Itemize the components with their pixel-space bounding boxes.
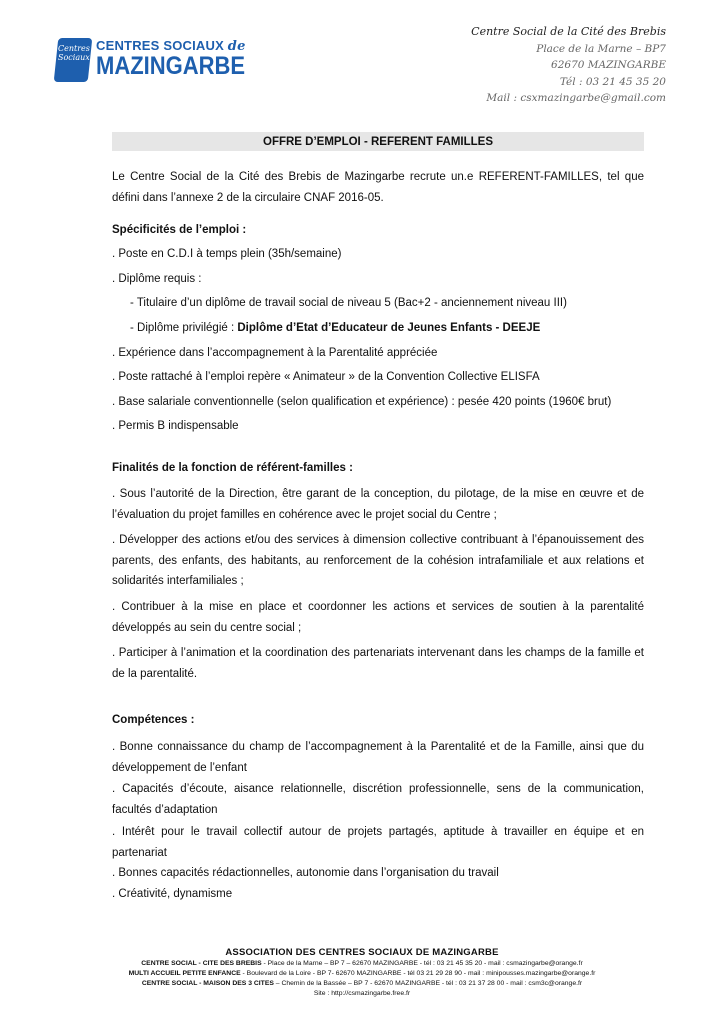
footer-line-cite-brebis: CENTRE SOCIAL - CITE DES BREBIS - Place de la Marne – BP 7 – 62670 MAZINGARBE - tél : 03 21 45 35 20 - mail : csmazingarbe@orange.fr: [141, 960, 583, 967]
footer-site: Site : http://csmazingarbe.free.fr: [313, 990, 411, 997]
competences-item: . Créativité, dynamisme: [112, 888, 233, 900]
logo-line1: CENTRES SOCIAUX de: [96, 38, 246, 54]
spec-experience: . Expérience dans l’accompagnement à la Parentalité appréciée: [112, 347, 438, 359]
logo-line2: MAZINGARBE: [96, 52, 246, 80]
specificites-heading: Spécificités de l’emploi :: [112, 224, 247, 236]
finalites-item: . Développer des actions et/ou des services à dimension collective contribuant à l’épanouissement des parents, des enfants, des habitants, au renforcement de la cohésion intrafamiliale et aux relations et solidarités interfamiliales ;: [112, 534, 644, 587]
spec-rattache: . Poste rattaché à l’emploi repère « Animateur » de la Convention Collective ELISFA: [112, 371, 540, 383]
finalites-item: . Sous l’autorité de la Direction, être garant de la conception, du pilotage, de la mise en œuvre et de l’évaluation du projet familles en cohérence avec le projet social du Centre ;: [112, 488, 644, 521]
finalites-item: . Contribuer à la mise en place et coordonner les actions et services de soutien à la parentalité développés au sein du centre social ;: [112, 601, 644, 634]
finalites-heading: Finalités de la fonction de référent-familles :: [112, 462, 353, 474]
spec-diplome-requis: . Diplôme requis :: [112, 273, 202, 285]
spec-permis: . Permis B indispensable: [112, 420, 239, 432]
footer-line-multi-accueil: MULTI ACCUEIL PETITE ENFANCE - Boulevard de la Loire - BP 7- 62670 MAZINGARBE - tél 03 21 29 28 90 - mail : minipousses.mazingarbe@orange.fr: [128, 970, 596, 977]
sender-address: [471, 24, 666, 107]
document-title: OFFRE D’EMPLOI - REFERENT FAMILLES: [263, 135, 493, 148]
footer-site-link[interactable]: http://csmazingarbe.free.fr: [331, 990, 411, 997]
address-email: Mail : csxmazingarbe@gmail.com: [486, 92, 666, 104]
finalites-item: . Participer à l’animation et la coordination des partenariats intervenant dans les champs de la famille et de la parentalité.: [112, 647, 644, 680]
document-title-bar: [112, 132, 644, 151]
spec-poste: . Poste en C.D.I à temps plein (35h/semaine): [112, 248, 342, 260]
spec-base-salariale: . Base salariale conventionnelle (selon qualification et expérience) : pesée 420 points (1960€ brut): [112, 396, 612, 408]
page-footer: [0, 946, 724, 999]
spec-diplome-titulaire: - Titulaire d’un diplôme de travail social de niveau 5 (Bac+2 - anciennement niveau III): [130, 297, 567, 309]
spec-diplome-privilegie-value: Diplôme d’Etat d’Educateur de Jeunes Enfants - DEEJE: [237, 322, 541, 334]
address-name: Centre Social de la Cité des Brebis: [471, 25, 666, 38]
competences-item: . Capacités d’écoute, aisance relationnelle, discrétion professionnelle, sens de la communication, facultés d’adaptation: [112, 783, 644, 816]
intro-paragraph: Le Centre Social de la Cité des Brebis de Mazingarbe recrute un.e REFERENT-FAMILLES, tel que défini dans l’annexe 2 de la circulaire CNAF 2016-05.: [112, 171, 644, 204]
address-phone: Tél : 03 21 45 35 20: [559, 75, 666, 88]
competences-item: . Bonne connaissance du champ de l’accompagnement à la Parentalité et de la Famille, ainsi que du développement de l’enfant: [112, 741, 644, 774]
competences-heading: Compétences :: [112, 714, 195, 726]
address-city: 62670 MAZINGARBE: [551, 59, 666, 71]
footer-line-maison-3-cites: CENTRE SOCIAL - MAISON DES 3 CITES – Chemin de la Bassée – BP 7 - 62670 MAZINGARBE - tél : 03 21 37 28 00 - mail : csm3c@orange.fr: [141, 980, 583, 987]
spec-diplome-privilegie: - Diplôme privilégié : Diplôme d’Etat d’Educateur de Jeunes Enfants - DEEJE: [130, 322, 541, 334]
footer-title: ASSOCIATION DES CENTRES SOCIAUX DE MAZINGARBE: [225, 947, 499, 958]
competences-item: . Bonnes capacités rédactionnelles, autonomie dans l’organisation du travail: [112, 867, 499, 879]
address-street: Place de la Marne – BP7: [536, 42, 666, 55]
competences-item: . Intérêt pour le travail collectif autour de projets partagés, aptitude à travailler en équipe et en partenariat: [112, 826, 644, 859]
centres-sociaux-logo: [56, 36, 246, 86]
logo-badge-text: Centres Sociaux: [58, 44, 90, 62]
